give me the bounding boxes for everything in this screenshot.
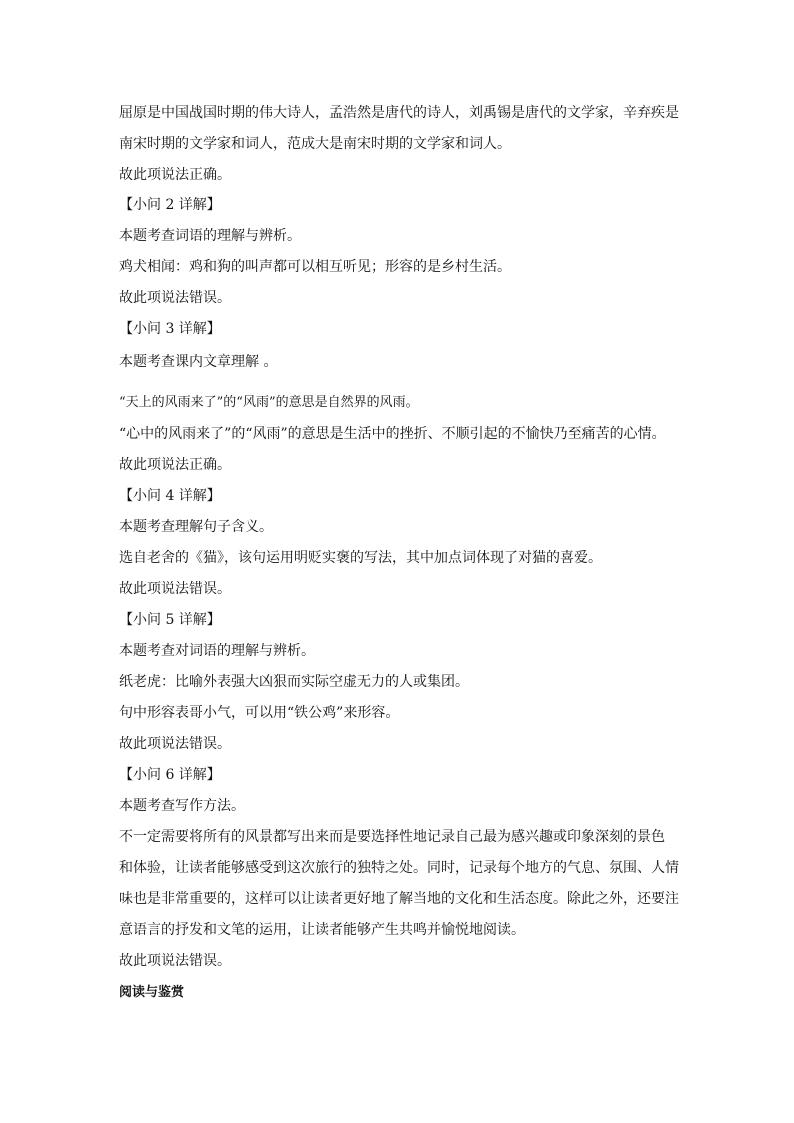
text-line: 味也是非常重要的，这样可以让读者更好地了解当地的文化和生活态度。除此之外，还要注 bbox=[119, 891, 679, 907]
text-line: “天上的风雨来了”的“风雨”的意思是自然界的风雨。 bbox=[119, 395, 419, 410]
section-title: 阅读与鉴赏 bbox=[119, 985, 185, 1000]
text-line: 句中形容表哥小气，可以用“铁公鸡”来形容。 bbox=[119, 705, 400, 721]
text-line: 选自老舍的《猫》，该句运用明贬实褒的写法，其中加点词体现了对猫的喜爱。 bbox=[119, 550, 602, 566]
text-line: 本题考查词语的理解与辨析。 bbox=[119, 228, 301, 244]
text-line: 屈原是中国战国时期的伟大诗人，孟浩然是唐代的诗人，刘禹锡是唐代的文学家，辛弃疾是 bbox=[119, 105, 679, 121]
text-line: 本题考查对词语的理解与辨析。 bbox=[119, 643, 315, 659]
text-line: 鸡犬相闻：鸡和狗的叫声都可以相互听见；形容的是乡村生活。 bbox=[119, 259, 511, 275]
section-heading: 【小问 3 详解】 bbox=[119, 321, 221, 337]
section-heading: 【小问 4 详解】 bbox=[119, 488, 221, 504]
section-heading: 【小问 6 详解】 bbox=[119, 767, 221, 783]
text-line: 故此项说法错误。 bbox=[119, 953, 231, 969]
section-heading: 【小问 2 详解】 bbox=[119, 197, 221, 213]
section-heading: 【小问 5 详解】 bbox=[119, 612, 221, 628]
text-line: 本题考查写作方法。 bbox=[119, 798, 245, 814]
text-line: 故此项说法错误。 bbox=[119, 736, 231, 752]
text-line: “心中的风雨来了”的“风雨”的意思是生活中的挫折、不顺引起的不愉快乃至痛苦的心情。 bbox=[119, 426, 666, 442]
text-line: 故此项说法错误。 bbox=[119, 290, 231, 306]
text-line: 本题考查理解句子含义。 bbox=[119, 519, 273, 535]
text-line: 和体验，让读者能够感受到这次旅行的独特之处。同时，记录每个地方的气息、氛围、人情 bbox=[119, 860, 679, 876]
text-line: 纸老虎：比喻外表强大凶狠而实际空虚无力的人或集团。 bbox=[119, 674, 469, 690]
text-line: 意语言的抒发和文笔的运用，让读者能够产生共鸣并愉悦地阅读。 bbox=[119, 922, 525, 938]
text-line: 南宋时期的文学家和词人，范成大是南宋时期的文学家和词人。 bbox=[119, 136, 511, 152]
text-line: 故此项说法正确。 bbox=[119, 167, 231, 183]
text-line: 故此项说法正确。 bbox=[119, 457, 231, 473]
text-line: 不一定需要将所有的风景都写出来而是要选择性地记录自己最为感兴趣或印象深刻的景色 bbox=[119, 829, 665, 845]
text-line: 本题考查课内文章理解 。 bbox=[119, 354, 278, 370]
text-line: 故此项说法错误。 bbox=[119, 581, 231, 597]
